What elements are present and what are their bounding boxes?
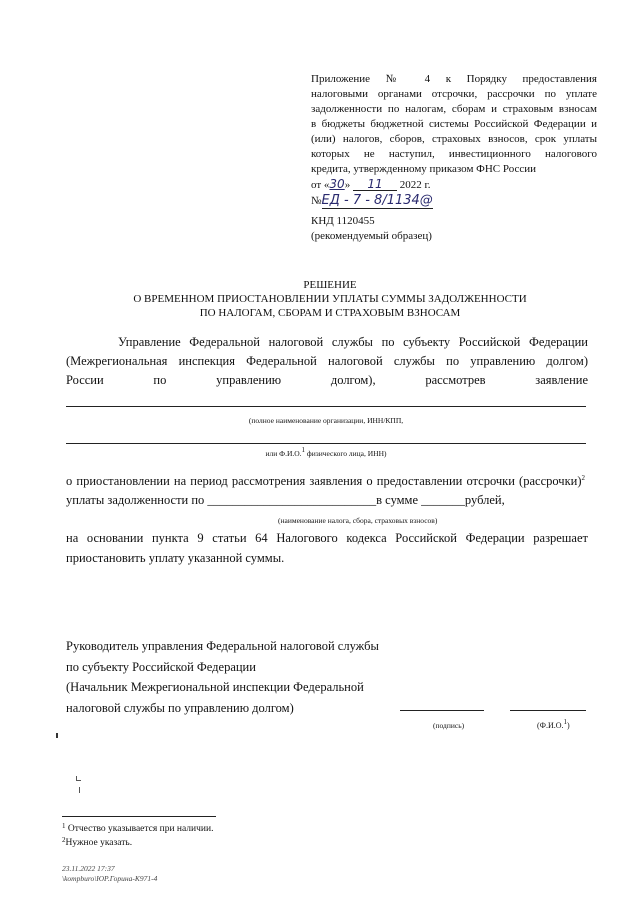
appendix-number bbox=[311, 193, 597, 209]
print-stamp-path: \kompburo\ЮР.Горина-K971-4 bbox=[62, 874, 158, 883]
hint2-suffix: физического лица, ИНН) bbox=[305, 449, 387, 458]
appendix-line: Приложение № 4 к Порядку предоставления bbox=[311, 73, 597, 85]
p3-line-1: на основании пункта 9 статьи 64 Налогового кодекса Российской Федерации разрешает bbox=[66, 531, 588, 545]
organization-hint: (полное наименование организации, ИНН/КПП, bbox=[248, 416, 404, 425]
date-mid: » bbox=[344, 179, 351, 191]
appendix-line: которых не наступил, инвестиционного налогового bbox=[311, 148, 597, 160]
appendix-line: кредита, утвержденному приказом ФНС России bbox=[311, 163, 537, 175]
print-stamp bbox=[62, 864, 157, 884]
signature-line-3: (Начальник Межрегиональной инспекции Федеральной bbox=[66, 680, 364, 694]
appendix-block bbox=[311, 72, 597, 209]
fio-fill-line[interactable] bbox=[510, 710, 586, 711]
footnote-2-text: Нужное указать. bbox=[65, 838, 133, 848]
signature-line-1: Руководитель управления Федеральной налоговой службы bbox=[66, 639, 379, 653]
paragraph-2 bbox=[66, 472, 594, 510]
p2-line-2 bbox=[66, 491, 594, 510]
appendix-line: задолженности по налогам, сборам и страховым взносам bbox=[311, 103, 597, 115]
hint2-sup: 1 bbox=[301, 446, 306, 454]
paragraph-1 bbox=[66, 333, 588, 390]
appendix-line: налоговыми органами отсрочки, рассрочки по уплате bbox=[311, 88, 597, 100]
fio-close: ) bbox=[567, 721, 570, 730]
signature-label: (подпись) bbox=[433, 721, 465, 730]
knd-code: КНД 1120455 bbox=[311, 215, 375, 227]
date-prefix: от « bbox=[311, 179, 330, 191]
p2-line-1 bbox=[66, 472, 594, 491]
p2-sup: 2 bbox=[581, 474, 586, 482]
organization-fill-line[interactable] bbox=[66, 406, 586, 407]
signature-block bbox=[66, 636, 379, 718]
appendix-line: (или) налогов, сборов, страховых взносов, срок уплаты bbox=[311, 133, 597, 145]
knd-sample: (рекомендуемый образец) bbox=[311, 230, 432, 242]
p2-line-2-c: рублей, bbox=[464, 493, 505, 507]
scan-mark bbox=[56, 733, 58, 738]
number-value: ЕД - 7 - 8/1134@ bbox=[321, 193, 433, 208]
scan-mark bbox=[79, 787, 80, 793]
tax-name-field[interactable]: ___________________________ bbox=[207, 493, 377, 507]
footnotes bbox=[62, 822, 213, 850]
signature-line-4: налоговой службы по управлению долгом) bbox=[66, 700, 294, 715]
signature-fill-line[interactable] bbox=[400, 710, 484, 711]
footnote-separator bbox=[62, 816, 216, 817]
footnote-1-mark: 1 bbox=[62, 822, 66, 830]
title-line-2: О ВРЕМЕННОМ ПРИОСТАНОВЛЕНИИ УПЛАТЫ СУММЫ ЗАДОЛЖЕННОСТИ bbox=[133, 293, 527, 305]
p3-line-2: приостановить уплату указанной суммы. bbox=[66, 551, 285, 565]
tax-hint: (наименование налога, сбора, страховых взносов) bbox=[278, 516, 438, 525]
footnote-1 bbox=[62, 822, 213, 836]
fio-sup: 1 bbox=[563, 718, 568, 726]
number-prefix: № bbox=[311, 195, 322, 207]
footnote-1-text: Отчество указывается при наличии. bbox=[67, 824, 214, 834]
appendix-date bbox=[311, 177, 597, 193]
title-line-1: РЕШЕНИЕ bbox=[303, 279, 357, 291]
document-title bbox=[60, 278, 600, 320]
p1-line-2: (Межрегиональная инспекция Федеральной налоговой службы по управлению долгом) bbox=[66, 354, 588, 368]
print-stamp-date: 23.11.2022 17:37 bbox=[62, 864, 115, 873]
person-hint bbox=[66, 446, 586, 458]
p1-line-1: Управление Федеральной налоговой службы по субъекту Российской Федерации bbox=[118, 335, 588, 349]
hint2-prefix: или Ф.И.О. bbox=[265, 449, 302, 458]
footnote-2 bbox=[62, 836, 213, 850]
appendix-line: в бюджеты бюджетной системы Российской Федерации и bbox=[311, 118, 597, 130]
footnote-2-mark: 2 bbox=[62, 836, 66, 844]
amount-field[interactable]: _______ bbox=[421, 493, 465, 507]
date-day: 30 bbox=[329, 177, 345, 191]
fio-label bbox=[537, 718, 570, 730]
title-line-3: ПО НАЛОГАМ, СБОРАМ И СТРАХОВЫМ ВЗНОСАМ bbox=[199, 307, 461, 319]
date-suffix: 2022 г. bbox=[399, 179, 431, 191]
scan-mark bbox=[76, 776, 81, 781]
p2-line-1-text: о приостановлении на период рассмотрения заявления о предоставлении отсрочки (рассрочки) bbox=[66, 474, 582, 488]
person-fill-line[interactable] bbox=[66, 443, 586, 444]
fio-label-text: (Ф.И.О. bbox=[537, 721, 564, 730]
knd-block bbox=[311, 214, 432, 244]
signature-line-2: по субъекту Российской Федерации bbox=[66, 659, 256, 674]
paragraph-3 bbox=[66, 528, 588, 568]
p1-line-3: России по управлению долгом), рассмотрев заявление bbox=[66, 373, 588, 387]
p2-line-2-b: в сумме bbox=[376, 493, 422, 507]
date-month: 11 bbox=[353, 178, 397, 191]
p2-line-2-a: уплаты задолженности по bbox=[66, 493, 208, 507]
